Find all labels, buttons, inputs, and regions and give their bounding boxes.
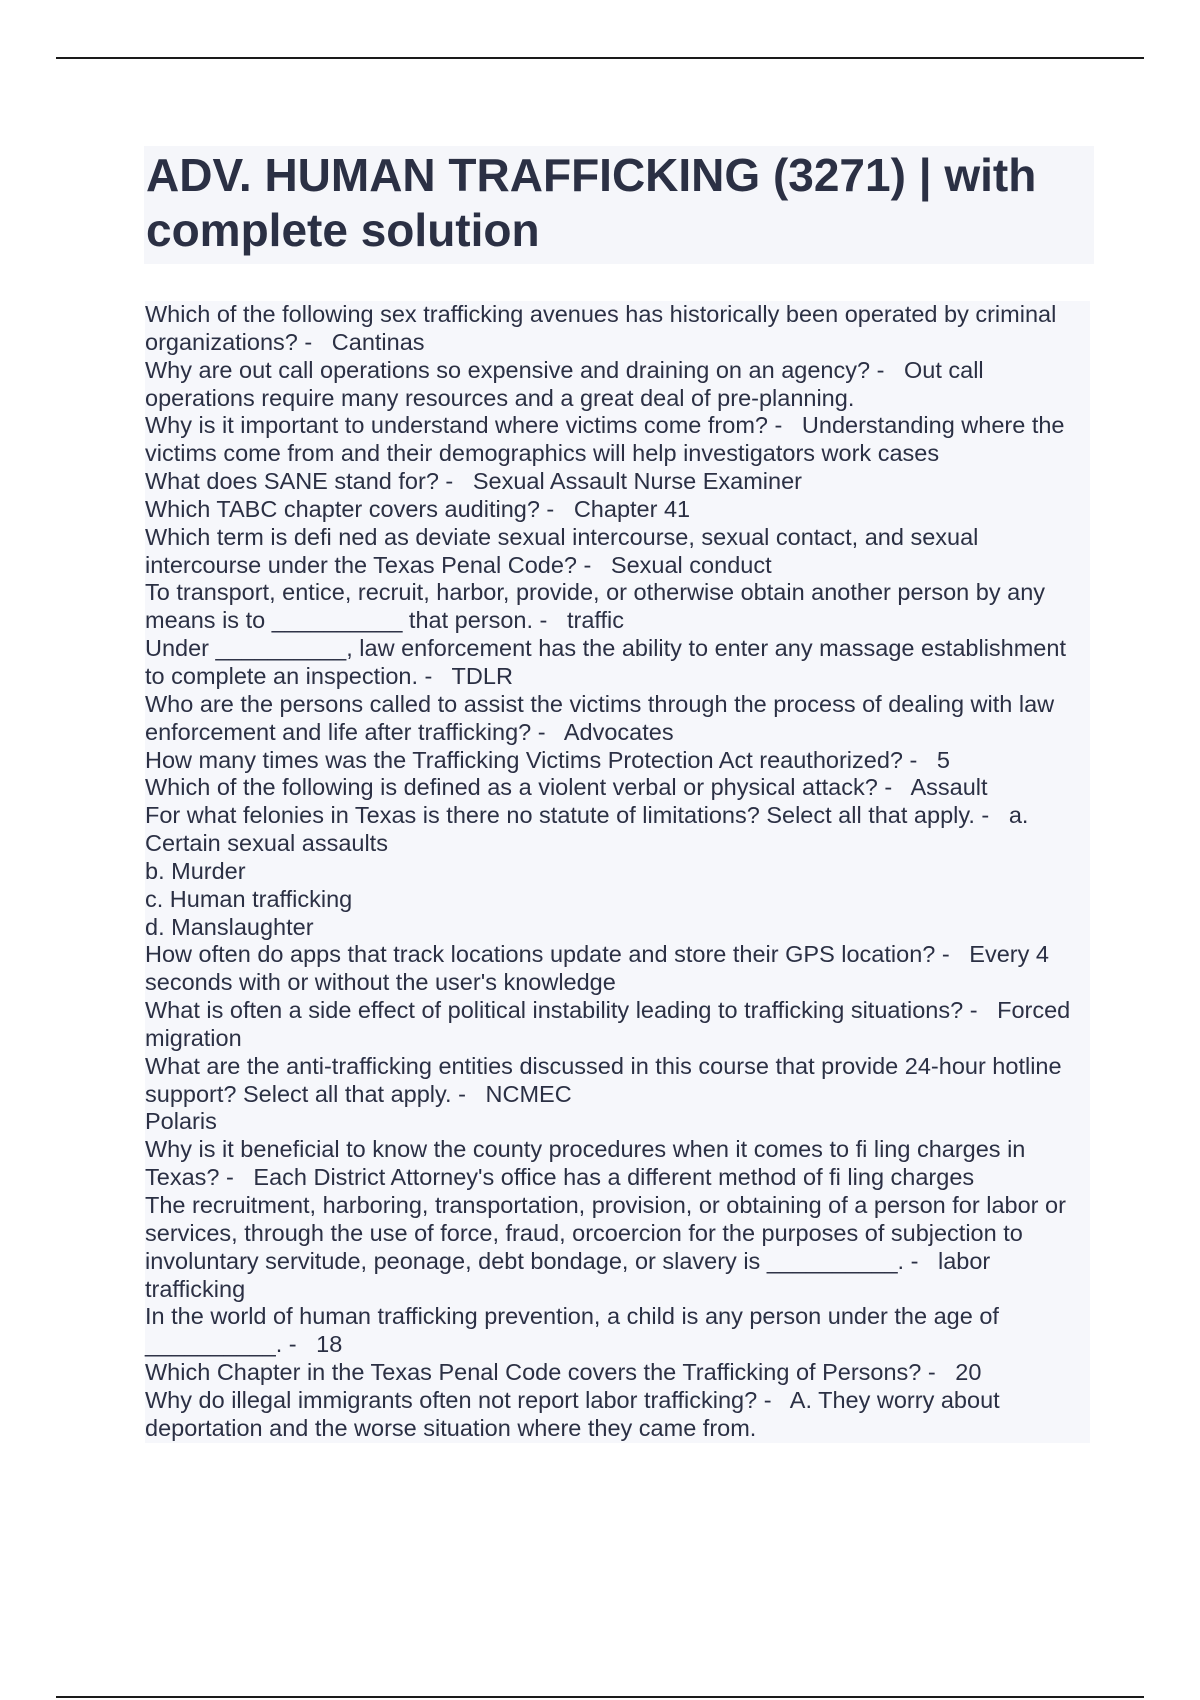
qa-item: Why is it beneficial to know the county procedures when it comes to fi ling charges in Texas? - Each District Attorney's office has a different method of fi ling charges <box>145 1136 1090 1192</box>
qa-item: Which Chapter in the Texas Penal Code covers the Trafficking of Persons? - 20 <box>145 1359 1090 1387</box>
qa-item: Why are out call operations so expensive and draining on an agency? - Out call operations require many resources and a great deal of pre-planning. <box>145 357 1090 413</box>
qa-item: How often do apps that track locations update and store their GPS location? - Every 4 seconds with or without the user's knowledge <box>145 941 1090 997</box>
top-rule <box>56 57 1144 59</box>
qa-item: Why do illegal immigrants often not report labor trafficking? - A. They worry about deportation and the worse situation where they came from. <box>145 1387 1090 1443</box>
qa-item: Who are the persons called to assist the victims through the process of dealing with law enforcement and life after trafficking? - Advocates <box>145 691 1090 747</box>
qa-item: To transport, entice, recruit, harbor, provide, or otherwise obtain another person by any means is to __________ that person. - traffic <box>145 579 1090 635</box>
qa-item: Which of the following is defined as a violent verbal or physical attack? - Assault <box>145 774 1090 802</box>
qa-item: Under __________, law enforcement has the ability to enter any massage establishment to complete an inspection. - TDLR <box>145 635 1090 691</box>
qa-item: Which TABC chapter covers auditing? - Chapter 41 <box>145 496 1090 524</box>
qa-item: b. Murder <box>145 858 1090 886</box>
qa-item: d. Manslaughter <box>145 914 1090 942</box>
qa-item: The recruitment, harboring, transportation, provision, or obtaining of a person for labor or services, through the use of force, fraud, orcoercion for the purposes of subjection to involuntary servitude, peonage, debt bondage, or slavery is __________. - labor trafficking <box>145 1192 1090 1303</box>
qa-item: c. Human trafficking <box>145 886 1090 914</box>
qa-list <box>145 301 1090 1443</box>
qa-item: What is often a side effect of political instability leading to trafficking situations? - Forced migration <box>145 997 1090 1053</box>
qa-item: How many times was the Trafficking Victims Protection Act reauthorized? - 5 <box>145 747 1090 775</box>
qa-item: Polaris <box>145 1108 1090 1136</box>
qa-item: Why is it important to understand where victims come from? - Understanding where the victims come from and their demographics will help investigators work cases <box>145 412 1090 468</box>
bottom-rule <box>56 1696 1144 1698</box>
qa-item: What are the anti-trafficking entities discussed in this course that provide 24-hour hotline support? Select all that apply. - NCMEC <box>145 1053 1090 1109</box>
title-block <box>144 146 1094 264</box>
qa-item: Which of the following sex trafficking avenues has historically been operated by criminal organizations? - Cantinas <box>145 301 1090 357</box>
qa-item: For what felonies in Texas is there no statute of limitations? Select all that apply. - a. Certain sexual assaults <box>145 802 1090 858</box>
qa-item: What does SANE stand for? - Sexual Assault Nurse Examiner <box>145 468 1090 496</box>
qa-item: In the world of human trafficking prevention, a child is any person under the age of __________. - 18 <box>145 1303 1090 1359</box>
qa-item: Which term is defi ned as deviate sexual intercourse, sexual contact, and sexual intercourse under the Texas Penal Code? - Sexual conduct <box>145 524 1090 580</box>
page-title: ADV. HUMAN TRAFFICKING (3271) | with complete solution <box>146 149 1037 256</box>
